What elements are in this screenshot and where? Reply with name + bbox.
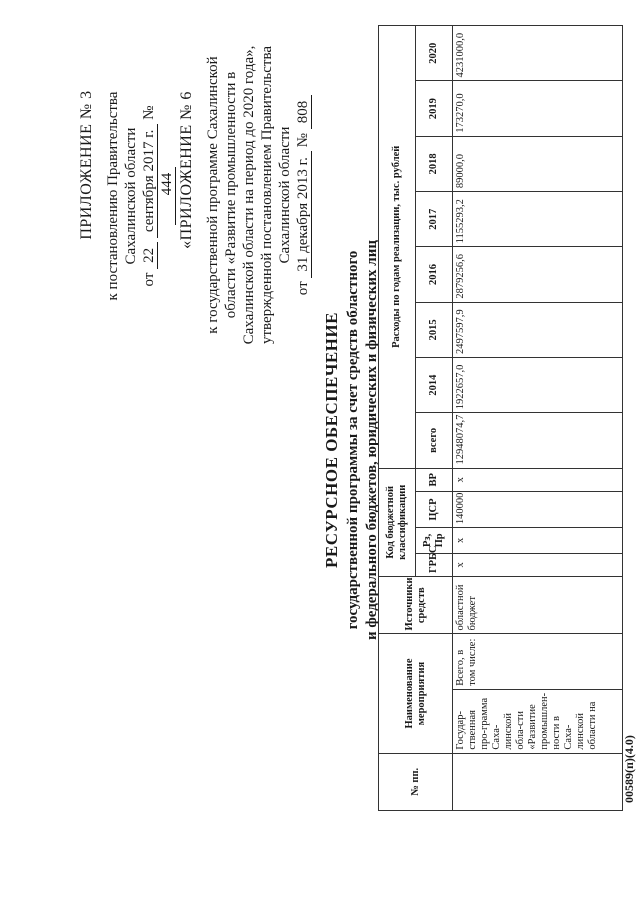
subtitle-line-2: и федерального бюджетов, юридических и физических лиц [364, 240, 380, 641]
program-line-1: к государственной программе Сахалинской [205, 56, 221, 334]
cell-subtitle: Всего, в том числе: [453, 634, 623, 689]
header-no: № пп. [379, 753, 453, 810]
header-expenses: Расходы по годам реализации, тыс. рублей [379, 26, 416, 469]
header-vr: ВР [416, 468, 453, 491]
program-from-label: от [295, 281, 311, 296]
cell-2019: 173270,0 [453, 81, 623, 136]
subtitle-line-1: государственной программы за счет средств областного [345, 250, 361, 630]
document-subtitle [344, 220, 382, 660]
header-budget-code: Код бюджетной классификации [379, 468, 416, 576]
program-number-label: № [295, 133, 311, 148]
header-csr: ЦСР [416, 491, 453, 527]
cell-grs: x [453, 553, 623, 576]
program-line-5: Сахалинской области [277, 126, 293, 264]
program-number: 808 [295, 95, 312, 130]
decree-line-1: к постановлению Правительства [105, 91, 121, 301]
table-row [453, 26, 623, 811]
header-grs: ГРБС [416, 553, 453, 576]
appendix-6-title: «ПРИЛОЖЕНИЕ № 6 [178, 91, 195, 249]
program-line-3: Сахалинской области на период до 2020 года», [241, 45, 257, 345]
header-year-2015: 2015 [416, 302, 453, 357]
document-title: РЕСУРСНОЕ ОБЕСПЕЧЕНИЕ [322, 312, 341, 568]
cell-2016: 2879256,6 [453, 247, 623, 302]
cell-rz: x [453, 528, 623, 554]
document-code: 00589(п)(4.0) [622, 735, 636, 803]
cell-2015: 2497597,9 [453, 302, 623, 357]
header-year-2014: 2014 [416, 357, 453, 412]
cell-no [453, 753, 623, 810]
program-line-2: области «Развитие промышленности в [223, 71, 239, 319]
decree-number-label: № [141, 105, 157, 120]
decree-reference [104, 81, 176, 311]
cell-source: областной бюджет [453, 577, 623, 634]
header-year-2020: 2020 [416, 26, 453, 81]
cell-vr: x [453, 468, 623, 491]
program-line-4: утвержденной постановлением Правительства [259, 45, 275, 345]
header-name: Наименование мероприятия [379, 634, 453, 753]
decree-date-day: 22 [141, 242, 158, 269]
cell-total: 12948074,7 [453, 413, 623, 468]
decree-from-label: от [141, 272, 157, 287]
header-source: Источники средств [379, 577, 453, 634]
program-date: 31 декабря 2013 г. [295, 151, 312, 278]
cell-2020: 4231000,0 [453, 26, 623, 81]
decree-line-2: Сахалинской области [123, 127, 139, 265]
header-year-2019: 2019 [416, 81, 453, 136]
program-reference [204, 35, 312, 355]
header-year-2018: 2018 [416, 136, 453, 191]
cell-2014: 1922657,0 [453, 357, 623, 412]
cell-csr: 140000 [453, 491, 623, 527]
decree-number: 444 [159, 167, 176, 226]
resource-table [378, 25, 623, 811]
cell-2017: 1155293,2 [453, 192, 623, 247]
header-rz: Рз, Пр [416, 528, 453, 554]
cell-2018: 89000,0 [453, 136, 623, 191]
decree-date-line [140, 81, 176, 311]
cell-name: Государ-ственная про-грамма Саха-линской обла-сти «Развитие промышлен-ности в Саха-линской области на [453, 689, 623, 753]
program-date-line [294, 35, 312, 355]
header-year-2016: 2016 [416, 247, 453, 302]
header-total: всего [416, 413, 453, 468]
decree-date-month-year: сентября 2017 г. [141, 124, 158, 239]
header-year-2017: 2017 [416, 192, 453, 247]
table-header-row-1 [379, 26, 416, 811]
appendix-3-title: ПРИЛОЖЕНИЕ № 3 [78, 90, 95, 240]
